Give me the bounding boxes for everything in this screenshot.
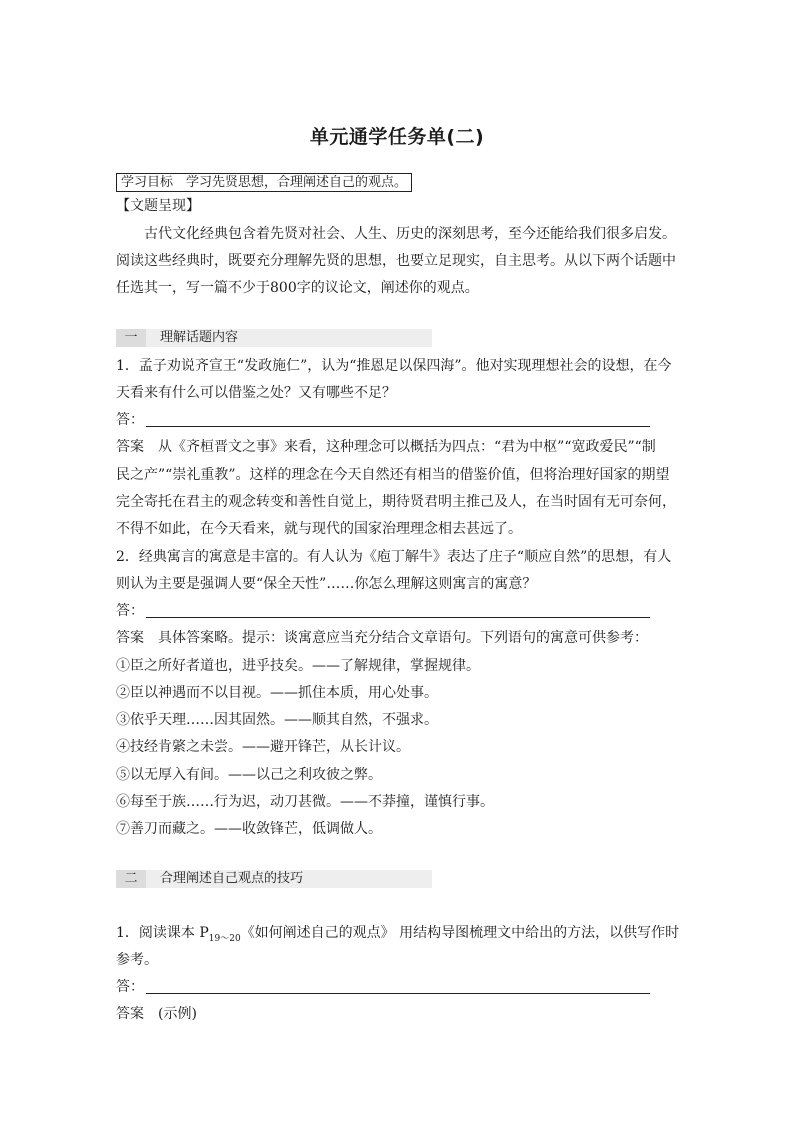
answer-text-line: 答案 从《齐桓晋文之事》来看，这种理念可以概括为四点：“君为中枢”“宽政爱民”“制	[116, 439, 656, 455]
prompt-line: 古代文化经典包含着先贤对社会、人生、历史的深刻思考，至今还能给我们很多启发。	[144, 226, 676, 242]
answer-text-line: ①臣之所好者道也，进乎技矣。——了解规律，掌握规律。	[116, 658, 480, 674]
question-suffix: 《如何阐述自己的观点》 用结构导图梳理文中给出的方法，以供写作时	[240, 925, 680, 941]
question-line: 2．经典寓言的寓意是丰富的。有人认为《庖丁解牛》表达了庄子“顺应自然”的思想，有人	[116, 549, 672, 565]
answer-label: 答：	[116, 412, 144, 428]
section-title: 合理阐述自己观点的技巧	[160, 871, 304, 886]
answer-text-line: ⑥每至于族……行为迟，动刀甚微。——不莽撞，谨慎行事。	[116, 794, 494, 810]
answer-blank	[116, 602, 650, 620]
answer-blank	[116, 978, 650, 996]
answer-text-line: ④技经肯綮之未尝。——避开锋芒，从长计议。	[116, 739, 410, 755]
section-header-1	[116, 329, 432, 347]
answer-blank	[116, 411, 650, 429]
answer-rule	[146, 993, 650, 994]
question-line: 天看来有什么可以借鉴之处？又有哪些不足？	[116, 385, 396, 401]
answer-text-line: 答案 具体答案略。提示：谈寓意应当充分结合文章语句。下列语句的寓意可供参考：	[116, 630, 648, 646]
page-title: 单元通学任务单(二)	[309, 126, 485, 148]
answer-rule	[146, 617, 650, 618]
answer-text-line: ⑤以无厚入有间。——以己之利攻彼之弊。	[116, 767, 382, 783]
section-title: 理解话题内容	[160, 330, 239, 345]
answer-text-line: 不得不如此，在今天看来，就与现代的国家治理理念相去甚远了。	[116, 521, 522, 537]
learning-goal-box: 学习目标 学习先贤思想，合理阐述自己的观点。	[116, 173, 412, 192]
question-line	[116, 924, 679, 948]
answer-text-line: ⑦善刀而藏之。——收敛锋芒，低调做人。	[116, 821, 382, 837]
prompt-line: 任选其一，写一篇不少于800字的议论文，阐述你的观点。	[116, 280, 479, 296]
answer-text-line: ③依乎天理……因其固然。——顺其自然，不强求。	[116, 712, 438, 728]
answer-text-line: ②臣以神遇而不以目视。——抓住本质，用心处事。	[116, 685, 438, 701]
answer-text-line: 民之产”“崇礼重教”。这样的理念在今天自然还有相当的借鉴价值，但将治理好国家的期望	[116, 467, 670, 483]
section-header-2	[116, 870, 432, 888]
answer-label: 答：	[116, 979, 144, 995]
section-number: 一	[116, 329, 146, 347]
answer-text-line: 完全寄托在君主的观念转变和善性自觉上，期待贤君明主推己及人，在当时固有无可奈何，	[116, 494, 676, 510]
question-line: 则认为主要是强调人要“保全天性”……你怎么理解这则寓言的寓意？	[116, 576, 537, 592]
question-line: 1．孟子劝说齐宣王“发政施仁”，认为“推恩足以保四海”。他对实现理想社会的设想，在今	[116, 358, 672, 374]
question-prefix: 1．阅读课本 P	[116, 925, 209, 941]
section-number: 二	[116, 870, 146, 888]
answer-rule	[146, 426, 650, 427]
answer-text-line: 答案 (示例)	[116, 1006, 197, 1022]
question-line: 参考。	[116, 952, 158, 968]
page-range: 19～20	[208, 933, 241, 944]
prompt-line: 阅读这些经典时，既要充分理解先贤的思想，也要立足现实，自主思考。从以下两个话题中	[116, 253, 676, 269]
prompt-heading: 【文题呈现】	[116, 198, 200, 214]
answer-label: 答：	[116, 603, 144, 619]
